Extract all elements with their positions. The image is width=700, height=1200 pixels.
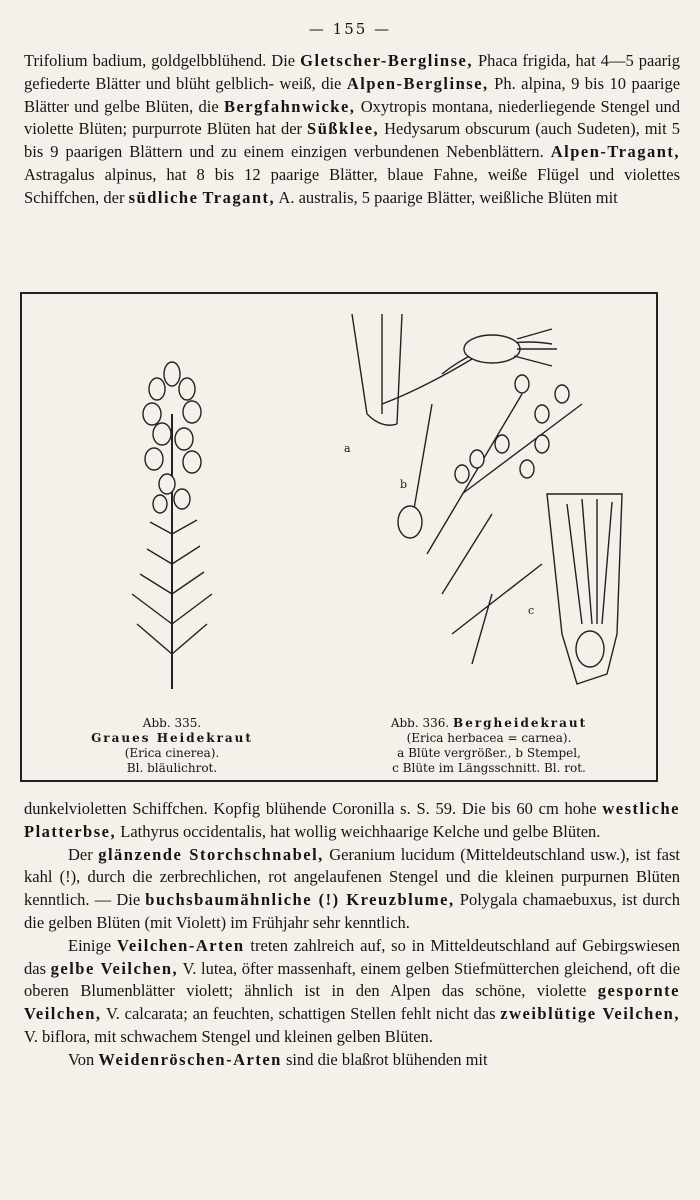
species-name: buchsbaumähnliche (!) Kreuzblume, xyxy=(145,890,455,910)
species-name: Alpen-Berglinse, xyxy=(346,73,489,93)
figure-detail: c Blüte im Längsschnitt. Bl. rot. xyxy=(392,761,586,775)
text-run: Polygala chamaebuxus, ist durch die gelben Blüten (mit Violett) im Frühjahr sehr kenntlich. xyxy=(24,890,681,932)
figure-frame xyxy=(20,292,658,782)
text-run: sind die blaßrot blühenden mit xyxy=(285,1049,488,1069)
species-name: zweiblütige Veilchen, xyxy=(500,1004,680,1024)
botanical-illustration xyxy=(22,294,656,780)
caption-figure-335 xyxy=(52,716,292,776)
text-run: V. calcarata; an feuchten, schattigen Stellen fehlt nicht das xyxy=(105,1004,496,1024)
species-name: Bergfahnwicke, xyxy=(223,96,356,116)
erica-herbacea-drawing xyxy=(352,314,622,684)
figure-latin: (Erica cinerea). xyxy=(124,746,220,760)
text-run: niederliegende Stengel und violette Blüten; purpurrote Blüten hat xyxy=(24,96,681,139)
species-name: gelbe Veilchen, xyxy=(50,958,179,978)
species-name: glänzende Storchschnabel, xyxy=(98,844,324,864)
figure-detail: a Blüte vergrößer., b Stempel, xyxy=(397,746,581,760)
text-run: Einige xyxy=(68,935,112,955)
species-name: Weidenröschen-Arten xyxy=(98,1049,282,1069)
text-run: Ph. alpina, 9 bis 10 paarige Blätter xyxy=(24,73,681,116)
text-run: Von xyxy=(68,1049,95,1069)
text-run: A. australis, 5 paarige Blätter, weißliche Blüten mit xyxy=(278,187,618,207)
label-a: a xyxy=(344,442,351,455)
page-number: — 155 — xyxy=(308,20,392,38)
text-run: Geranium lucidum (Mitteldeutschland usw.), ist fast kahl (!), durch die zerbrechlichen, rot angelaufenen Stengel und die kleinen purpurnen Blüten kenntlich. — Die xyxy=(24,844,680,910)
text-run: V. lutea, öfter massenhaft, einem gelben Stiefmütterchen gleichend, oft die oberen Blumenblätter violett; ähnlich ist in den Alpen das schöne, violette xyxy=(24,958,681,1001)
text-run: und gelbe Blüten, die xyxy=(74,96,219,116)
text-run: Trifolium badium, goldgelbblühend. Die xyxy=(24,51,296,70)
text-run: 9 paarigen Blättern und zu einem einzigen verbundenen Nebenblättern. xyxy=(50,142,544,162)
bottom-paragraphs xyxy=(24,798,680,1072)
text-run: der xyxy=(280,119,303,139)
text-run: Lathyrus occidentalis, hat wollig weichhaarige Kelche und gelbe Blüten. xyxy=(120,821,601,841)
label-c: c xyxy=(528,604,535,617)
species-name: Gletscher-Berglinse, xyxy=(300,51,473,70)
species-name: Tragant, xyxy=(202,187,276,207)
text-run: treten zahlreich auf, so in Mitteldeutschland auf Gebirgswiesen das xyxy=(24,935,681,978)
figure-number: Abb. 335. xyxy=(142,716,202,730)
label-b: b xyxy=(400,478,408,491)
text-run: weiß, die xyxy=(279,73,342,93)
text-run: V. biflora, mit schwachem Stengel und kleinen gelben Blüten. xyxy=(24,1026,433,1046)
species-name: gespornte Veilchen, xyxy=(24,981,680,1024)
caption-figure-336 xyxy=(334,716,644,776)
species-name: Alpen-Tragant, xyxy=(550,142,681,162)
text-run: dunkelvioletten Schiffchen. Kopfig blühende Coronilla s. S. 59. Die bis 60 cm hohe xyxy=(24,799,597,818)
species-name: westliche Platterbse, xyxy=(24,799,681,841)
figure-color: Bl. bläulichrot. xyxy=(126,761,218,775)
text-run: Der xyxy=(68,844,93,864)
text-run: Phaca frigida, hat 4—5 paarig gefiederte Blätter und blüht gelblich- xyxy=(24,51,680,93)
erica-cinerea-drawing xyxy=(132,362,212,689)
figure-title: Bergheidekraut xyxy=(453,716,588,730)
text-run: blaue Fahne, weiße Flügel und violettes Schiffchen, der xyxy=(24,164,681,207)
figure-title: Graues Heidekraut xyxy=(91,731,253,745)
species-name: Veilchen-Arten xyxy=(116,935,245,955)
text-run: Oxytropis montana, xyxy=(360,96,493,116)
figure-latin: (Erica herbacea = carnea). xyxy=(406,731,572,745)
species-name: südliche xyxy=(128,187,199,207)
figure-number: Abb. 336. xyxy=(390,716,450,730)
text-run: Astragalus alpinus, hat 8 bis 12 paarige Blätter, xyxy=(24,164,378,184)
species-name: Süßklee, xyxy=(307,119,380,139)
top-paragraph xyxy=(24,50,680,210)
text-run: Hedysarum obscurum (auch Sudeten), mit 5 bis xyxy=(24,119,680,162)
